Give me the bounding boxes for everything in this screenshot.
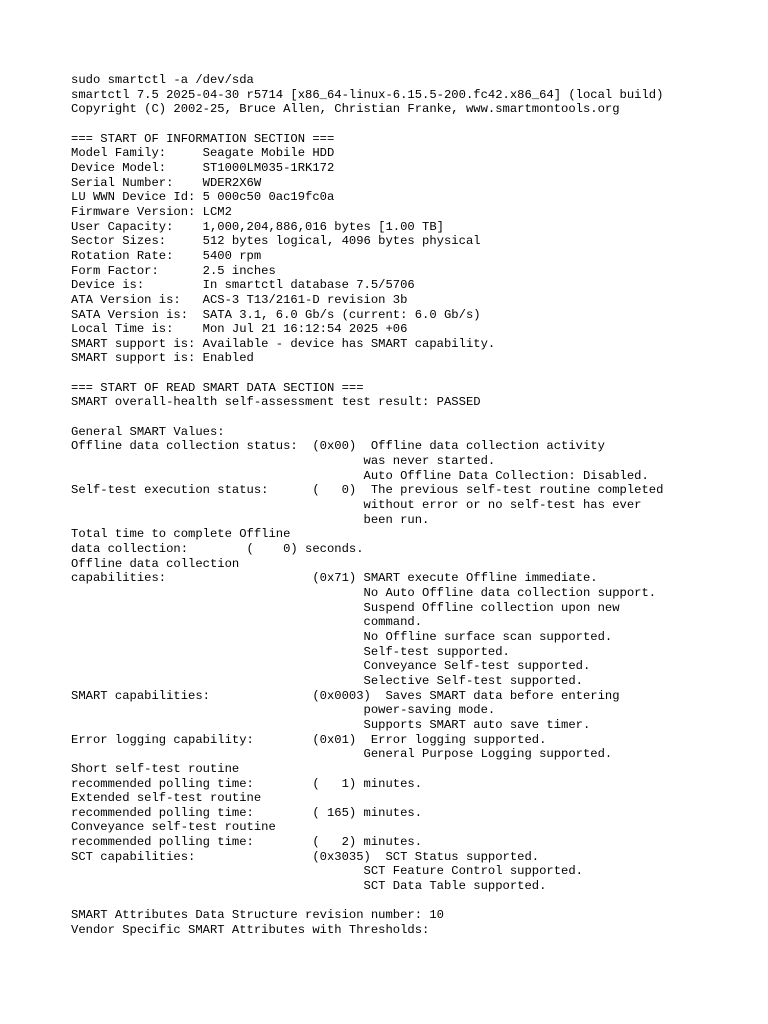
version-line: smartctl 7.5 2025-04-30 r5714 [x86_64-linux-6.15.5-200.fc42.x86_64] (local build) — [71, 87, 664, 102]
blank-line — [71, 366, 663, 381]
serial-number-line: Serial Number: WDER2X6W — [71, 175, 262, 190]
local-time-line: Local Time is: Mon Jul 21 16:12:54 2025 +06 — [71, 322, 408, 337]
sector-sizes-line: Sector Sizes: 512 bytes logical, 4096 bytes physical — [71, 234, 481, 249]
offline-collection-status-cont: Auto Offline Data Collection: Disabled. — [71, 468, 649, 483]
copyright-line: Copyright (C) 2002-25, Bruce Allen, Christian Franke, www.smartmontools.org — [71, 102, 620, 117]
wwn-device-id-line: LU WWN Device Id: 5 000c50 0ac19fc0a — [71, 190, 335, 205]
sct-capabilities-line: SCT capabilities: (0x3035) SCT Status supported. — [71, 849, 540, 864]
user-capacity-line: User Capacity: 1,000,204,886,016 bytes [1.00 TB] — [71, 219, 444, 234]
form-factor-line: Form Factor: 2.5 inches — [71, 263, 276, 278]
offline-capabilities-heading: Offline data collection — [71, 556, 240, 571]
self-test-status-cont: without error or no self-test has ever — [71, 498, 642, 513]
error-logging-line: Error logging capability: (0x01) Error logging supported. — [71, 732, 547, 747]
offline-collection-status-line: Offline data collection status: (0x00) Offline data collection activity — [71, 439, 605, 454]
command-line: sudo smartctl -a /dev/sda — [71, 73, 254, 87]
offline-capabilities-line: capabilities: (0x71) SMART execute Offline immediate. — [71, 571, 598, 586]
offline-capabilities-cont: Selective Self-test supported. — [71, 673, 583, 688]
terminal-output — [71, 73, 663, 938]
extended-self-test-polling-line: recommended polling time: ( 165) minutes. — [71, 805, 423, 820]
self-test-status-cont: been run. — [71, 512, 430, 527]
smart-capabilities-cont: Supports SMART auto save timer. — [71, 717, 591, 732]
sata-version-line: SATA Version is: SATA 3.1, 6.0 Gb/s (current: 6.0 Gb/s) — [71, 307, 481, 322]
blank-line — [71, 117, 663, 132]
health-result-line: SMART overall-health self-assessment test result: PASSED — [71, 395, 481, 410]
smart-support-available-line: SMART support is: Available - device has SMART capability. — [71, 336, 496, 351]
sct-capabilities-cont: SCT Feature Control supported. — [71, 864, 583, 879]
ata-version-line: ATA Version is: ACS-3 T13/2161-D revision 3b — [71, 292, 408, 307]
offline-capabilities-cont: No Auto Offline data collection support. — [71, 585, 657, 600]
offline-capabilities-cont: Suspend Offline collection upon new — [71, 600, 620, 615]
information-section-header: === START OF INFORMATION SECTION === — [71, 131, 335, 146]
extended-self-test-heading: Extended self-test routine — [71, 791, 262, 806]
offline-capabilities-cont: command. — [71, 615, 423, 630]
smart-capabilities-line: SMART capabilities: (0x0003) Saves SMART data before entering — [71, 688, 620, 703]
device-is-line: Device is: In smartctl database 7.5/5706 — [71, 278, 415, 293]
offline-capabilities-cont: Self-test supported. — [71, 644, 510, 659]
device-model-line: Device Model: ST1000LM035-1RK172 — [71, 160, 335, 175]
general-smart-values-heading: General SMART Values: — [71, 424, 225, 439]
sct-capabilities-cont: SCT Data Table supported. — [71, 879, 547, 894]
short-self-test-heading: Short self-test routine — [71, 761, 240, 776]
offline-total-time-line: Total time to complete Offline — [71, 527, 291, 542]
smart-capabilities-cont: power-saving mode. — [71, 703, 496, 718]
firmware-version-line: Firmware Version: LCM2 — [71, 204, 232, 219]
self-test-status-line: Self-test execution status: ( 0) The previous self-test routine completed — [71, 483, 664, 498]
blank-line — [71, 894, 663, 909]
model-family-line: Model Family: Seagate Mobile HDD — [71, 146, 335, 161]
vendor-attributes-heading: Vendor Specific SMART Attributes with Thresholds: — [71, 923, 430, 938]
offline-capabilities-cont: No Offline surface scan supported. — [71, 629, 613, 644]
rotation-rate-line: Rotation Rate: 5400 rpm — [71, 248, 262, 263]
offline-capabilities-cont: Conveyance Self-test supported. — [71, 659, 591, 674]
attributes-revision-line: SMART Attributes Data Structure revision number: 10 — [71, 908, 444, 923]
conveyance-self-test-heading: Conveyance self-test routine — [71, 820, 276, 835]
read-smart-data-section-header: === START OF READ SMART DATA SECTION === — [71, 380, 364, 395]
conveyance-self-test-polling-line: recommended polling time: ( 2) minutes. — [71, 835, 423, 850]
blank-line — [71, 410, 663, 425]
offline-total-time-value: data collection: ( 0) seconds. — [71, 542, 364, 556]
smart-support-enabled-line: SMART support is: Enabled — [71, 351, 254, 366]
offline-collection-status-cont: was never started. — [71, 454, 496, 469]
short-self-test-polling-line: recommended polling time: ( 1) minutes. — [71, 776, 423, 791]
error-logging-cont: General Purpose Logging supported. — [71, 747, 613, 762]
